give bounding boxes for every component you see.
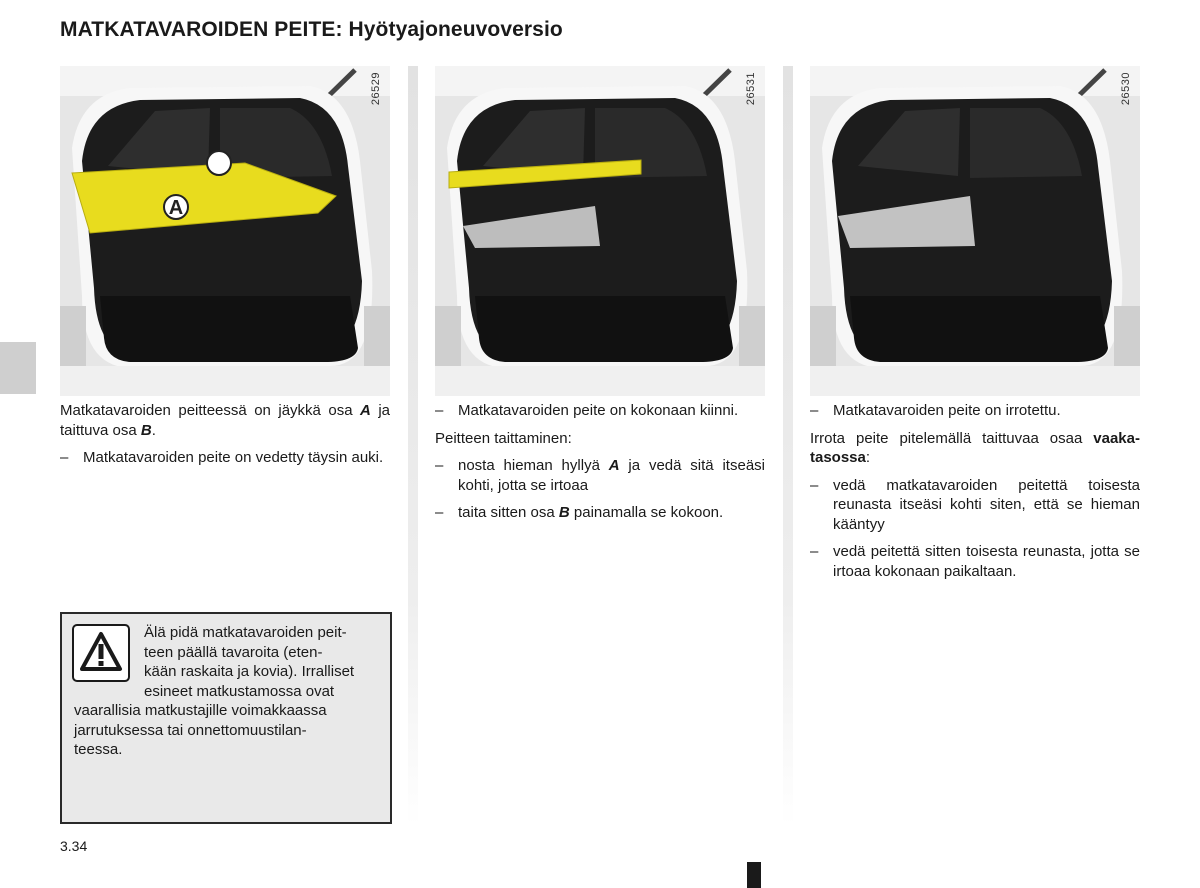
column-3-text: [810, 401, 1140, 589]
list-item-text: taita sitten osa B painamalla se kokoon.: [458, 504, 724, 521]
warning-box: [60, 612, 392, 824]
intro-text: Matkatavaroiden peitteessä on jäykkä osa: [60, 402, 361, 419]
intro-paragraph: [60, 401, 390, 440]
figure-ref: 26530: [1120, 72, 1132, 106]
column-divider: [783, 66, 793, 826]
warning-text: [74, 623, 378, 760]
page-title: MATKATAVAROIDEN PEITE: Hyötyajoneuvoversio: [60, 18, 563, 41]
warning-line: teen päällä tavaroita (eten-: [144, 643, 323, 661]
bullet-dash: –: [435, 402, 444, 419]
remove-intro-paragraph: Irrota peite pitelemällä taittuvaa osaa vaaka-tasossa:: [810, 429, 1140, 466]
warning-line: vaarallisia matkustajille voimakkaassa: [74, 702, 327, 719]
bullet-dash: –: [810, 543, 819, 560]
warning-line: teessa.: [74, 741, 123, 758]
warning-line: kään raskaita ja kovia). Irralliset: [144, 663, 355, 680]
list-item: [435, 456, 765, 495]
bullet-dash: –: [435, 504, 444, 521]
part-a-label: A: [360, 402, 371, 419]
callout-a: A: [168, 197, 184, 219]
warning-line: esineet matkustamossa ovat: [144, 682, 335, 700]
column-1-text: [60, 401, 390, 476]
list-item: [810, 542, 1140, 581]
column-2-text: [435, 401, 765, 531]
bullet-dash: –: [60, 449, 69, 466]
folding-heading: Peitteen taittaminen:: [435, 429, 572, 447]
list-item: [60, 448, 390, 468]
list-item: [435, 503, 765, 523]
list-item-text: nosta hieman hyllyä A ja vedä sitä itseäsi kohti, jotta se irtoaa: [458, 457, 765, 494]
figure-cover-extended: [60, 66, 390, 396]
part-a-label: A: [608, 457, 620, 474]
figure-ref: 26531: [745, 72, 757, 106]
bullet-dash: –: [435, 457, 444, 474]
list-item: [810, 476, 1140, 535]
page-number: 3.34: [60, 838, 88, 854]
column-divider: [408, 66, 418, 826]
bullet-dash: –: [810, 476, 819, 494]
warning-line: Älä pidä matkatavaroiden peit-: [144, 624, 347, 641]
figure-ref: 26529: [370, 72, 382, 106]
intro-text: ja taittuva osa: [60, 402, 391, 439]
chapter-tab: [0, 342, 36, 394]
list-item-text: vedä peitettä sitten toisesta reunasta, jotta se irtoaa kokonaan paikaltaan.: [833, 543, 1140, 580]
warning-line: jarrutuksessa tai onnettomuustilan-: [74, 721, 307, 739]
list-item-text: vedä matkatavaroiden peitettä toisesta reunasta itseäsi kohti siten, että se hieman kääntyy: [833, 476, 1140, 533]
intro-text: .: [151, 421, 156, 439]
list-item-text: Matkatavaroiden peite on irrotettu.: [833, 402, 1061, 419]
list-item: [810, 401, 1140, 421]
emphasis-text: vaaka-tasossa: [810, 429, 1140, 466]
figure-cover-folded: [435, 66, 765, 396]
list-item-text: Matkatavaroiden peite on vedetty täysin auki.: [83, 449, 384, 466]
figure-cover-removed: [810, 66, 1140, 396]
list-item: [435, 401, 765, 421]
part-b-label: B: [140, 421, 152, 439]
page-marker: [747, 862, 761, 888]
bullet-dash: –: [810, 402, 819, 419]
part-b-label: B: [558, 504, 570, 521]
list-item-text: Matkatavaroiden peite on kokonaan kiinni.: [458, 402, 739, 419]
